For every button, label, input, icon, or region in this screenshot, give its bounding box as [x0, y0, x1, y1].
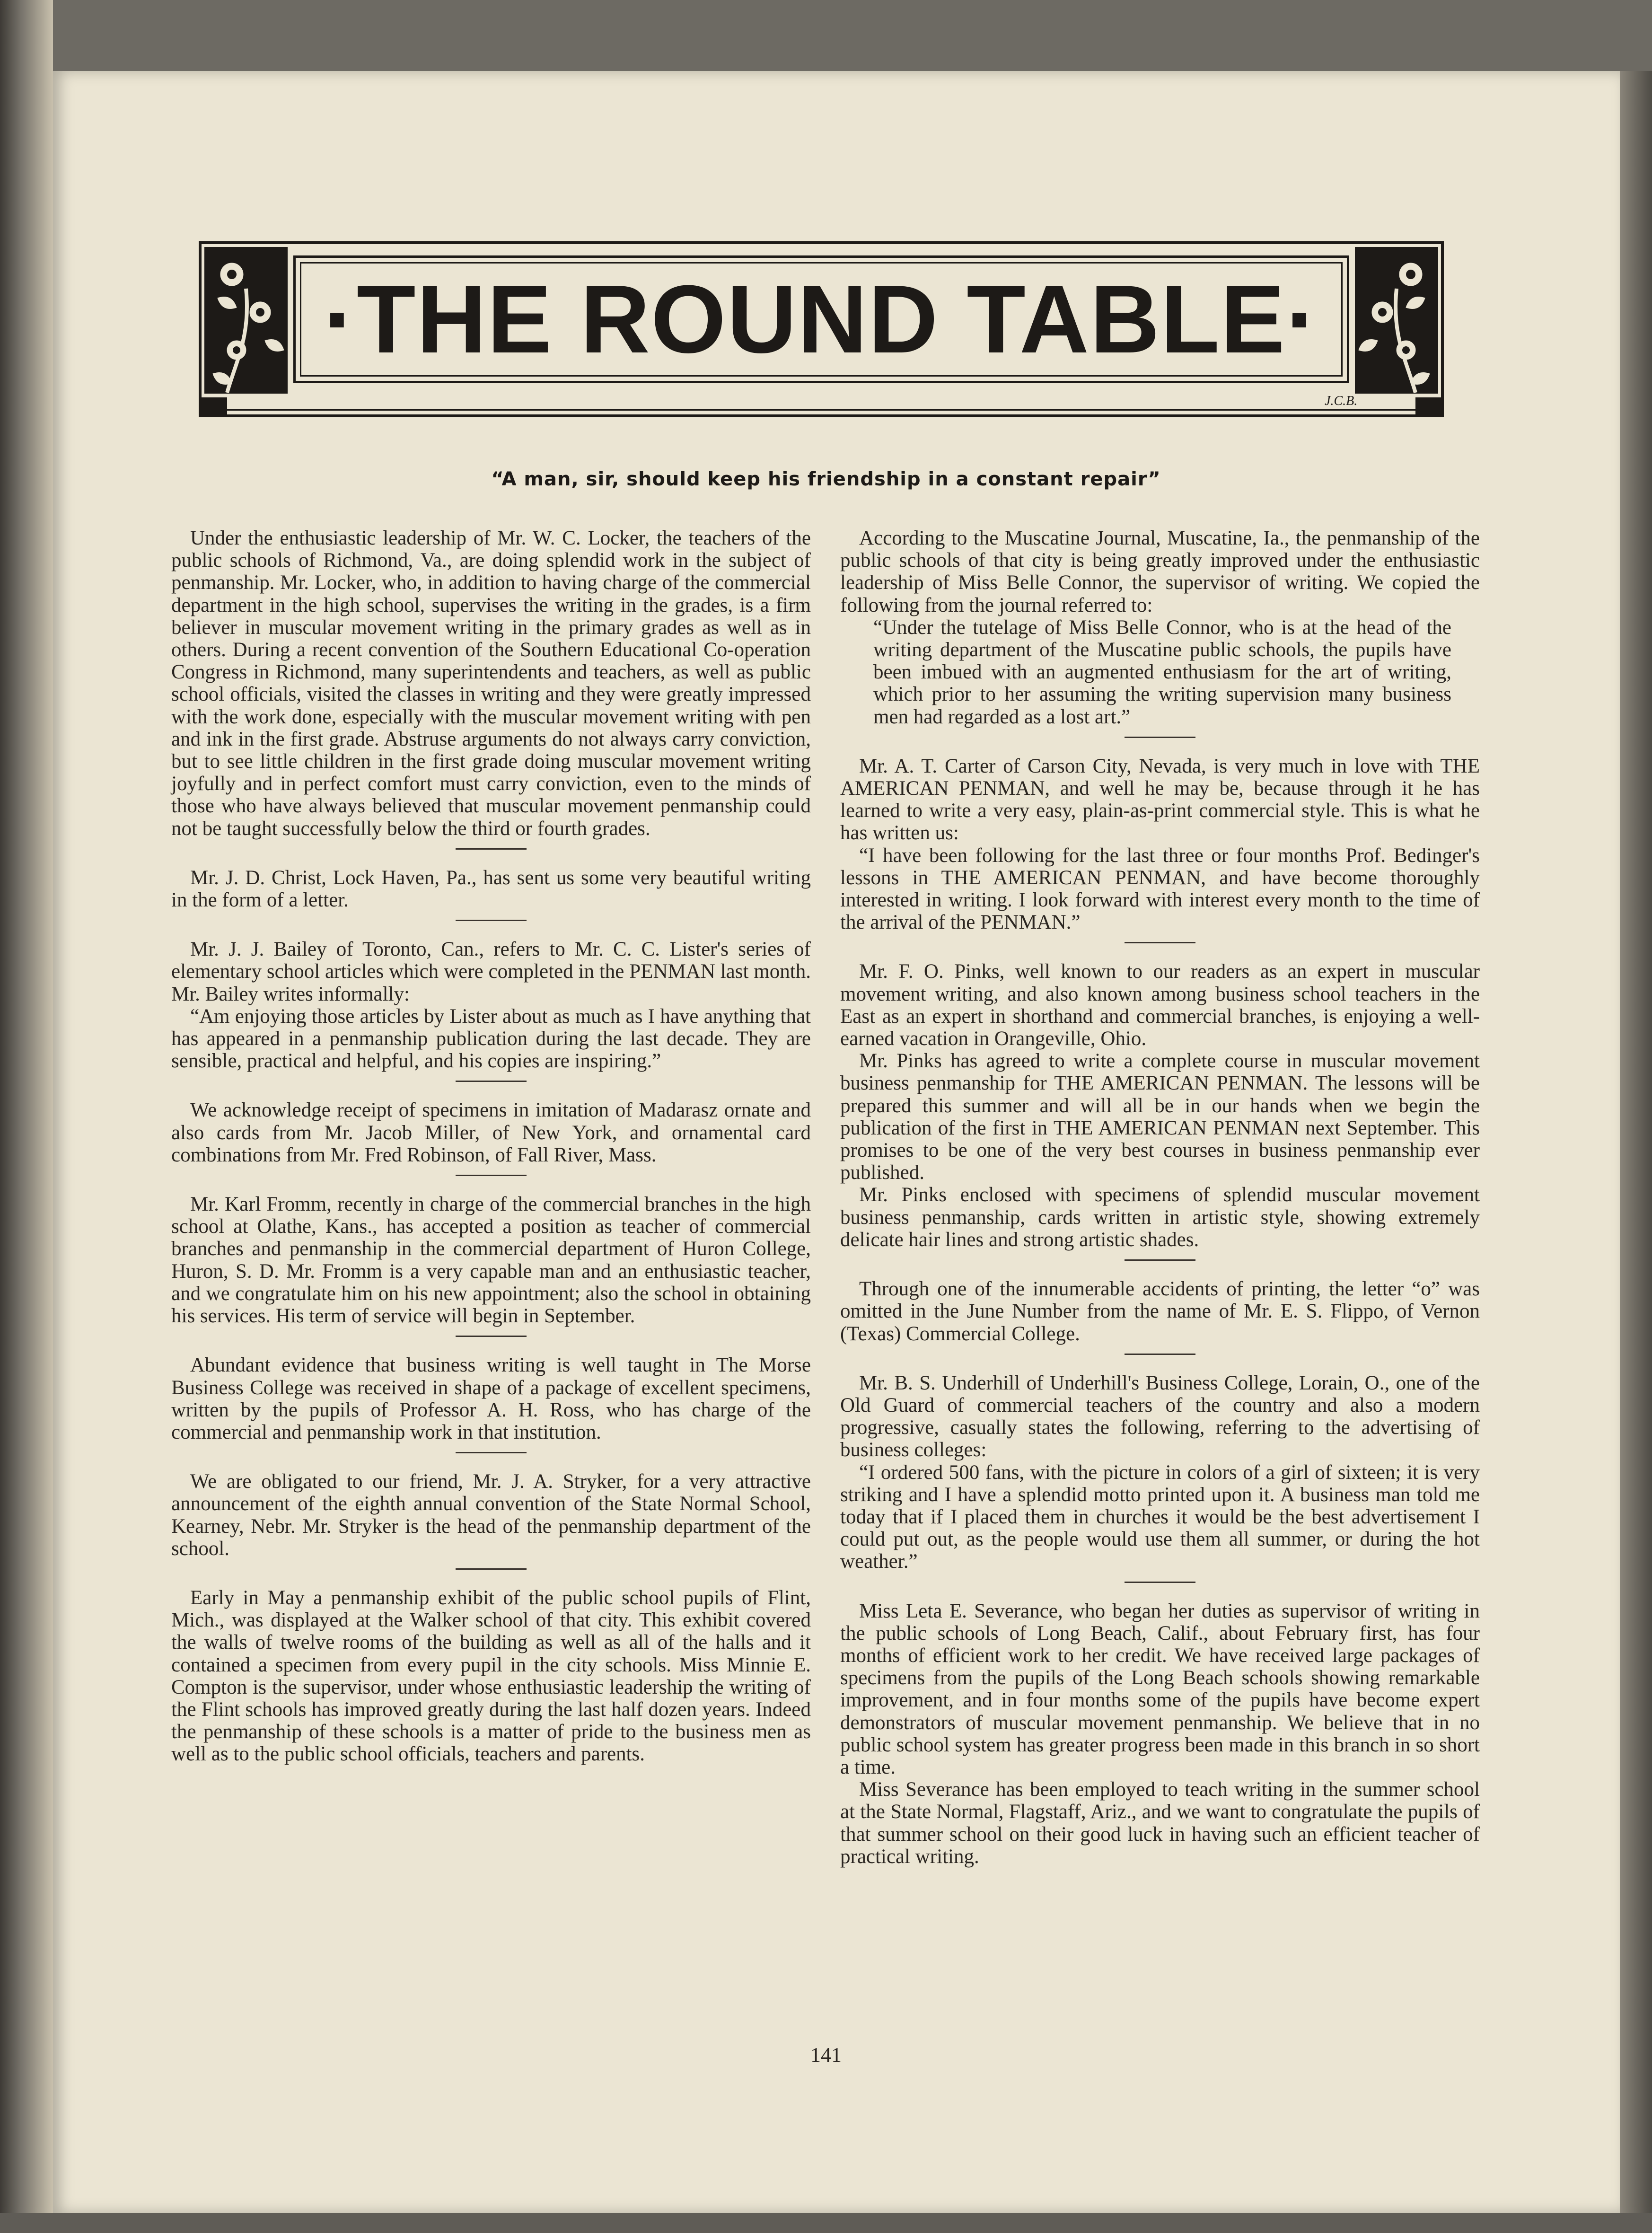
- page-number: 141: [810, 2043, 842, 2066]
- paragraph: Under the enthusiastic leadership of Mr. W. C. Locker, the teachers of the public schools of Richmond, Va., are doing splendid work in the subject of penmanship. Mr. Locker, who, in addition to having charge of the commercial department in the high school, supervises the writing in the grades, is a firm believer in muscular movement writing in the primary grades as well as in others. During a recent convention of the Southern Educational Co-operation Congress in Richmond, many superintendents and teachers, as well as public school officials, visited the classes in writing and they were greatly impressed with the work done, especially with the muscular movement writing with pen and ink in the first grade. Abstruse arguments do not always carry conviction, but to see little children in the first grade doing muscular movement writing joyfully and in perfect comfort must carry conviction, even to the minds of those who have always believed that muscular movement penmanship could not be taught successfully below the third or fourth grades.: [171, 527, 811, 840]
- banner-title: ·THE ROUND TABLE·: [324, 265, 1319, 373]
- banner-underline: [218, 409, 1425, 411]
- paragraph: “I have been following for the last three or four months Prof. Bedinger's lessons in THE AMERICAN PENMAN, and have become thoroughly interested in writing. I look forward with interest every month to the time of the arrival of the PENMAN.”: [840, 844, 1480, 934]
- paragraph: We are obligated to our friend, Mr. J. A. Stryker, for a very attractive announcement of the eighth annual convention of the State Normal School, Kearney, Nebr. Mr. Stryker is the head of the penmanship department of the school.: [171, 1470, 811, 1560]
- rose-ornament-right-icon: [1349, 241, 1444, 417]
- right-column: [840, 527, 1480, 1868]
- paragraph: Mr. F. O. Pinks, well known to our readers as an expert in muscular movement writing, and also known among business school teachers in the East as an expert in shorthand and commercial branches, is enjoying a well-earned vacation in Orangeville, Ohio.: [840, 960, 1480, 1050]
- paragraph: Miss Severance has been employed to teach writing in the summer school at the State Normal, Flagstaff, Ariz., and we want to congratulate the pupils of that summer school on their good luck in having such an efficient teacher of practical writing.: [840, 1778, 1480, 1868]
- motto: “A man, sir, should keep his friendship in a constant repair”: [491, 468, 1161, 490]
- separator: [1125, 737, 1195, 738]
- separator: [1125, 1259, 1195, 1261]
- paragraph: “I ordered 500 fans, with the picture in colors of a girl of sixteen; it is very striking and I have a splendid motto printed upon it. A business man told me today that if I placed them in churches it would be the best advertisement I could put out, as the people would use them all summer, or during the hot weather.”: [840, 1461, 1480, 1573]
- paragraph: Miss Leta E. Severance, who began her duties as supervisor of writing in the public schools of Long Beach, Calif., about February first, has four months of efficient work to her credit. We have received large packages of specimens from the pupils of the Long Beach schools showing remarkable improvement, and in four months some of the pupils have become expert demonstrators of muscular movement penmanship. We believe that in no public school system has greater progress been made in this branch in so short a time.: [840, 1600, 1480, 1778]
- separator: [456, 920, 527, 921]
- round-table-banner: [199, 241, 1444, 431]
- quote-paragraph: “Under the tutelage of Miss Belle Connor, who is at the head of the writing department of the Muscatine public schools, the pupils have been imbued with an augmented enthusiasm for the art of writing, which prior to her assuming the writing supervision many business men had regarded as a lost art.”: [873, 616, 1451, 728]
- artist-initials: J.C.B.: [1325, 394, 1358, 408]
- paragraph: Early in May a penmanship exhibit of the public school pupils of Flint, Mich., was displayed at the Walker school of that city. This exhibit covered the walls of twelve rooms of the building as well as all of the halls and it contained a specimen from every pupil in the city schools. Miss Minnie E. Compton is the supervisor, under whose enthusiastic leadership the writing of the Flint schools has improved greatly during the last half dozen years. Indeed the penmanship of these schools is a matter of pride to the business men as well as to the public school officials, teachers and parents.: [171, 1586, 811, 1766]
- paragraph: According to the Muscatine Journal, Muscatine, Ia., the penmanship of the public schools of that city is being greatly improved under the enthusiastic leadership of Miss Belle Connor, the supervisor of writing. We copied the following from the journal referred to:: [840, 527, 1480, 616]
- paragraph: Through one of the innumerable accidents of printing, the letter “o” was omitted in the June Number from the name of Mr. E. S. Flippo, of Vernon (Texas) Commercial College.: [840, 1278, 1480, 1345]
- paragraph: Mr. J. D. Christ, Lock Haven, Pa., has sent us some very beautiful writing in the form of a letter.: [171, 866, 811, 912]
- paragraph: Mr. J. J. Bailey of Toronto, Can., refers to Mr. C. C. Lister's series of elementary school articles which were completed in the PENMAN last month. Mr. Bailey writes informally:: [171, 938, 811, 1005]
- separator: [1125, 1582, 1195, 1583]
- paragraph: Mr. Karl Fromm, recently in charge of the commercial branches in the high school at Olathe, Kans., has accepted a position as teacher of commercial branches and penmanship in the commercial department of Huron College, Huron, S. D. Mr. Fromm is a very capable man and an enthusiastic teacher, and we congratulate him on his new appointment; also the school in obtaining his services. His term of service will begin in September.: [171, 1193, 811, 1327]
- paragraph: “Am enjoying those articles by Lister about as much as I have anything that has appeared in a penmanship publication during the last decade. They are sensible, practical and helpful, and his copies are inspiring.”: [171, 1005, 811, 1073]
- separator: [456, 1081, 527, 1082]
- left-column: [171, 527, 811, 1766]
- paragraph: Mr. Pinks has agreed to write a complete course in muscular movement business penmanship for THE AMERICAN PENMAN. The lessons will be prepared this summer and will all be in our hands when we begin the publication of the first in THE AMERICAN PENMAN next September. This promises to be one of the very best courses in business penmanship ever published.: [840, 1050, 1480, 1184]
- separator: [456, 848, 527, 850]
- page-edge: [1620, 71, 1652, 2213]
- paragraph: Abundant evidence that business writing is well taught in The Morse Business College was received in shape of a package of excellent specimens, written by the pupils of Professor A. H. Ross, who has charge of the commercial and penmanship work in that institution.: [171, 1354, 811, 1443]
- paragraph: We acknowledge receipt of specimens in imitation of Madarasz ornate and also cards from Mr. Jacob Miller, of New York, and ornamental card combinations from Mr. Fred Robinson, of Fall River, Mass.: [171, 1099, 811, 1166]
- book-bottom-edge: [0, 2213, 1652, 2233]
- separator: [456, 1452, 527, 1453]
- book-gutter: [0, 0, 53, 2233]
- separator: [456, 1175, 527, 1176]
- paragraph: Mr. B. S. Underhill of Underhill's Business College, Lorain, O., one of the Old Guard of commercial teachers of the country and also a modern progressive, casually states the following, referring to the advertising of business colleges:: [840, 1371, 1480, 1461]
- paragraph: Mr. A. T. Carter of Carson City, Nevada, is very much in love with THE AMERICAN PENMAN, and well he may be, because through it he has learned to write a very easy, plain-as-print commercial style. This is what he has written us:: [840, 755, 1480, 844]
- separator: [1125, 942, 1195, 943]
- rose-ornament-left-icon: [199, 241, 293, 417]
- paragraph: Mr. Pinks enclosed with specimens of splendid muscular movement business penmanship, cards written in artistic style, showing extremely delicate hair lines and strong artistic shades.: [840, 1184, 1480, 1251]
- separator: [456, 1568, 527, 1570]
- separator: [1125, 1354, 1195, 1355]
- separator: [456, 1336, 527, 1337]
